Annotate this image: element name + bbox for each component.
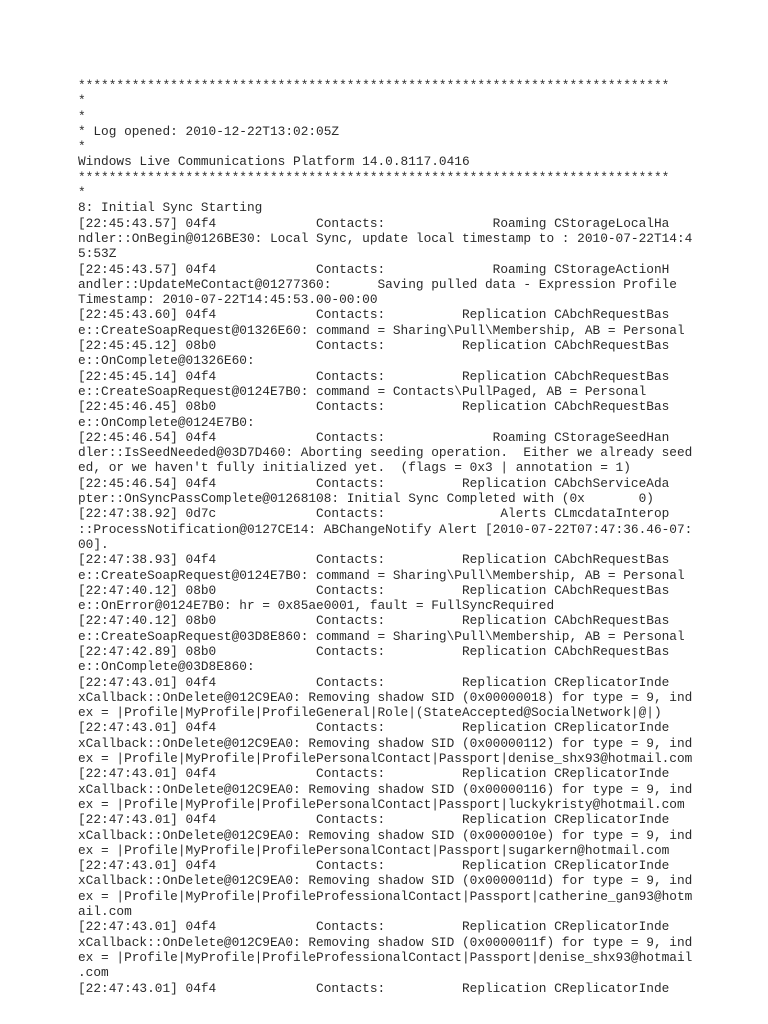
log-line: [22:45:46.45] 08b0 Contacts: Replication CAbchRequestBas xyxy=(78,399,670,415)
log-line: ***************************************************************************** xyxy=(78,78,670,93)
log-line: e::OnComplete@01326E60: xyxy=(78,353,255,369)
log-line: xCallback::OnDelete@012C9EA0: Removing shadow SID (0x0000010e) for type = 9, ind xyxy=(78,827,693,843)
log-line: 5:53Z xyxy=(78,246,117,262)
log-line: xCallback::OnDelete@012C9EA0: Removing shadow SID (0x00000018) for type = 9, ind xyxy=(78,689,693,705)
log-line: * xyxy=(78,185,86,201)
log-line: Windows Live Communications Platform 14.0.8117.0416 xyxy=(78,154,470,170)
log-line: [22:47:43.01] 04f4 Contacts: Replication CReplicatorInde xyxy=(78,980,670,996)
log-line: [22:47:38.93] 04f4 Contacts: Replication CAbchRequestBas xyxy=(78,552,670,568)
log-line: xCallback::OnDelete@012C9EA0: Removing shadow SID (0x0000011d) for type = 9, ind xyxy=(78,873,693,889)
log-line: xCallback::OnDelete@012C9EA0: Removing shadow SID (0x00000116) for type = 9, ind xyxy=(78,781,693,797)
log-text-block xyxy=(78,78,694,996)
log-line: [22:47:40.12] 08b0 Contacts: Replication CAbchRequestBas xyxy=(78,582,670,598)
log-line: [22:47:43.01] 04f4 Contacts: Replication CReplicatorInde xyxy=(78,674,670,690)
log-line: e::CreateSoapRequest@0124E7B0: command = Sharing\Pull\Membership, AB = Personal xyxy=(78,567,685,583)
log-line: [22:45:46.54] 04f4 Contacts: Replication CAbchServiceAda xyxy=(78,475,670,491)
log-line: [22:47:43.01] 04f4 Contacts: Replication CReplicatorInde xyxy=(78,720,670,736)
log-line: [22:47:43.01] 04f4 Contacts: Replication CReplicatorInde xyxy=(78,812,670,828)
log-line: dler::IsSeedNeeded@03D7D460: Aborting seeding operation. Either we already seed xyxy=(78,445,693,461)
log-line: ex = |Profile|MyProfile|ProfileGeneral|Role|(StateAccepted@SocialNetwork|@|) xyxy=(78,705,662,721)
log-line: ex = |Profile|MyProfile|ProfileProfessionalContact|Passport|denise_shx93@hotmail xyxy=(78,949,693,965)
log-line: 00]. xyxy=(78,536,109,552)
log-line: ex = |Profile|MyProfile|ProfileProfessionalContact|Passport|catherine_gan93@hotm xyxy=(78,888,693,904)
log-line: * xyxy=(78,139,86,155)
log-line: [22:47:43.01] 04f4 Contacts: Replication CReplicatorInde xyxy=(78,858,670,874)
log-line: ***************************************************************************** xyxy=(78,169,670,185)
log-line: xCallback::OnDelete@012C9EA0: Removing shadow SID (0x0000011f) for type = 9, ind xyxy=(78,934,693,950)
log-line: Timestamp: 2010-07-22T14:45:53.00-00:00 xyxy=(78,292,378,308)
log-line: e::OnComplete@0124E7B0: xyxy=(78,414,255,430)
log-line: andler::UpdateMeContact@01277360: Saving pulled data - Expression Profile xyxy=(78,276,677,292)
log-line: e::OnComplete@03D8E860: xyxy=(78,659,255,675)
log-line: e::CreateSoapRequest@01326E60: command = Sharing\Pull\Membership, AB = Personal xyxy=(78,322,685,338)
log-line: xCallback::OnDelete@012C9EA0: Removing shadow SID (0x00000112) for type = 9, ind xyxy=(78,735,693,751)
log-line: [22:47:42.89] 08b0 Contacts: Replication CAbchRequestBas xyxy=(78,643,670,659)
log-line: 8: Initial Sync Starting xyxy=(78,200,263,216)
log-line: ail.com xyxy=(78,904,132,920)
log-line: * xyxy=(78,108,86,124)
log-line: ex = |Profile|MyProfile|ProfilePersonalContact|Passport|denise_shx93@hotmail.com xyxy=(78,751,693,767)
log-line: [22:45:45.12] 08b0 Contacts: Replication CAbchRequestBas xyxy=(78,338,670,354)
log-line: ndler::OnBegin@0126BE30: Local Sync, update local timestamp to : 2010-07-22T14:4 xyxy=(78,230,693,246)
log-line: pter::OnSyncPassComplete@01268108: Initial Sync Completed with (0x 0) xyxy=(78,491,654,507)
log-line: [22:45:43.57] 04f4 Contacts: Roaming CStorageLocalHa xyxy=(78,215,670,231)
log-line: e::CreateSoapRequest@0124E7B0: command = Contacts\PullPaged, AB = Personal xyxy=(78,383,647,399)
log-line: e::CreateSoapRequest@03D8E860: command = Sharing\Pull\Membership, AB = Personal xyxy=(78,628,685,644)
log-line: [22:45:43.60] 04f4 Contacts: Replication CAbchRequestBas xyxy=(78,307,670,323)
log-line: ex = |Profile|MyProfile|ProfilePersonalContact|Passport|luckykristy@hotmail.com xyxy=(78,796,685,812)
log-line: [22:47:38.92] 0d7c Contacts: Alerts CLmcdataInterop xyxy=(78,506,670,522)
log-line: e::OnError@0124E7B0: hr = 0x85ae0001, fault = FullSyncRequired xyxy=(78,598,555,614)
log-line: .com xyxy=(78,965,109,981)
log-line: * Log opened: 2010-12-22T13:02:05Z xyxy=(78,123,340,139)
log-line: ex = |Profile|MyProfile|ProfilePersonalContact|Passport|sugarkern@hotmail.com xyxy=(78,842,670,858)
log-line: ::ProcessNotification@0127CE14: ABChangeNotify Alert [2010-07-22T07:47:36.46-07: xyxy=(78,521,693,537)
log-line: [22:45:46.54] 04f4 Contacts: Roaming CStorageSeedHan xyxy=(78,429,670,445)
log-line: [22:47:40.12] 08b0 Contacts: Replication CAbchRequestBas xyxy=(78,613,670,629)
log-line: [22:47:43.01] 04f4 Contacts: Replication CReplicatorInde xyxy=(78,919,670,935)
log-line: [22:47:43.01] 04f4 Contacts: Replication CReplicatorInde xyxy=(78,766,670,782)
log-line: [22:45:45.14] 04f4 Contacts: Replication CAbchRequestBas xyxy=(78,368,670,384)
log-line: [22:45:43.57] 04f4 Contacts: Roaming CStorageActionH xyxy=(78,261,670,277)
log-line: ed, or we haven't fully initialized yet. (flags = 0x3 | annotation = 1) xyxy=(78,460,631,476)
log-line: * xyxy=(78,93,86,109)
